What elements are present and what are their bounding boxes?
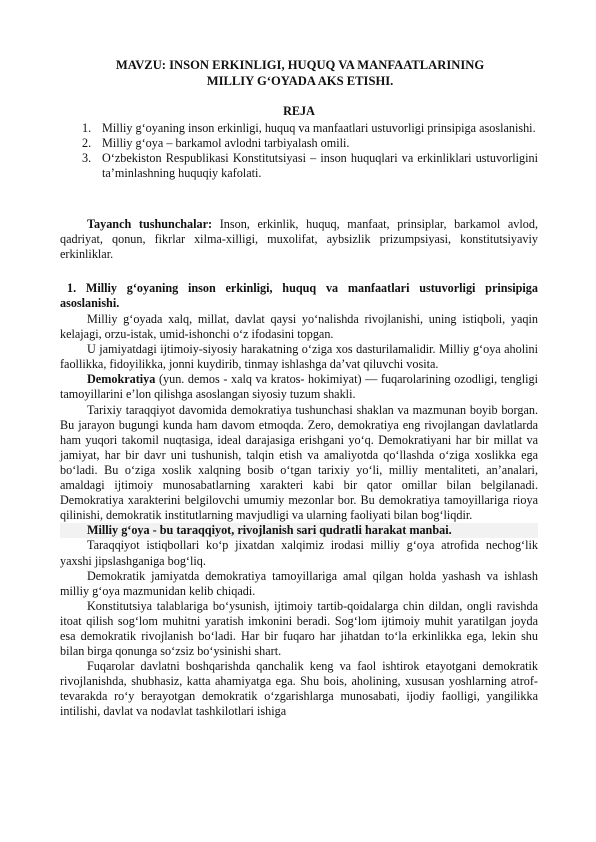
plan-item-text: O‘zbekiston Respublikasi Konstitutsiyasi – inson huquqlari va erkinliklari ustuvorligini ta’minlashning huquqiy kafolati.	[102, 151, 538, 181]
plan-item	[82, 151, 538, 181]
plan-item-text: Milliy g‘oya – barkamol avlodni tarbiyalash omili.	[102, 136, 350, 151]
key-concepts-label: Tayanch tushunchalar:	[87, 217, 213, 231]
document-title	[60, 58, 540, 89]
paragraph: Demokratik jamiyatda demokratiya tamoyillariga amal qilgan holda yashash va ishlash milliy g‘oya mazmunidan kelib chiqadi.	[60, 568, 538, 598]
bold-statement: Milliy g‘oya - bu taraqqiyot, rivojlanish sari qudratli harakat manbai.	[60, 523, 538, 538]
key-concepts-paragraph	[60, 217, 538, 262]
section-1-heading-text: 1. Milliy g‘oyaning inson erkinligi, huquq va manfaatlari ustuvorligi prinsipiga asoslanishi.	[60, 281, 538, 311]
plan-item	[82, 121, 538, 136]
paragraph: Milliy g‘oyada xalq, millat, davlat qaysi yo‘nalishda rivojlanishi, uning istiqboli, yaqin kelajagi, orzu-istak, umid-ishonchi o‘z ifodasini topgan.	[60, 312, 538, 342]
key-concepts-text: Inson, erkinlik, huquq, manfaat, prinsiplar, barkamol avlod, qadriyat, qonun, fikrlar xilma-xilligi, muxolifat, aybsizlik prizumpsiyasi, konstitutsiyaviy erkinliklar.	[60, 217, 538, 262]
paragraph: Tarixiy taraqqiyot davomida demokratiya tushunchasi shaklan va mazmunan boyib borgan. Bu jarayon bugungi kunda ham davom etmoqda. Zero, demokratiya eng rivojlangan davlatlarda ham yuqori takomil nuqtasiga, ideal darajasiga erishgani yo‘q. Demokratiyani har bir millat va jamiyat, har bir davr uni tushunish, talqin etish va amaliyotda qo‘llashda o‘ziga xoslikka ega bo‘ladi. Bu o‘ziga xoslik xalqning bosib o‘tgan tarixiy yo‘li, milliy mentaliteti, an’analari, amaldagi ijtimoiy munosabatlarning xarakteri kabi bir qator omillar bilan belgilanadi. Demokratiya xarakterini belgilovchi umumiy mezonlar bor. Bu demokratiya tamoyillariga rioya qilinishi, demokratik institutlarning mavjudligi va ularning faoliyati bilan bog‘liqdir.	[60, 402, 538, 523]
plan-item	[82, 136, 538, 151]
section-1-heading	[60, 281, 538, 311]
paragraph: Konstitutsiya talablariga bo‘ysunish, ijtimoiy tartib-qoidalarga chin dildan, ongli ravishda itoat qilish sog‘lom muhitni yaratish imkonini beradi. Sog‘lom ijtimoiy muhit yaratilgan joyda esa demokratik rivojlanish bo‘ladi. Har bir fuqaro har jihatdan to‘la erkinlikka ega, lekin shu bilan birga qonunga so‘zsiz bo‘ysinishi shart.	[60, 598, 538, 659]
section-1-body	[60, 312, 538, 720]
term-definition: (yun. demos - xalq va kratos- hokimiyat) — fuqarolarining ozodligi, tengligi tamoyillarini e’lon qilishga asoslangan siyosiy tuzum shakli.	[60, 372, 538, 402]
plan-heading: REJA	[283, 104, 315, 118]
paragraph: U jamiyatdagi ijtimoiy-siyosiy harakatning o‘ziga xos dasturilamalidir. Milliy g‘oya aholini faollikka, fidoyilikka, jonni kuydirib, tinmay ishlashga da’vat qiluvchi vosita.	[60, 342, 538, 372]
title-line-2: MILLIY G‘OYADA AKS ETISHI.	[206, 73, 394, 88]
term-demokratiya: Demokratiya	[87, 372, 156, 387]
plan-item-text: Milliy g‘oyaning inson erkinligi, huquq va manfaatlari ustuvorligi prinsipiga asoslanishi.	[102, 121, 536, 135]
paragraph: Taraqqiyot istiqbollari ko‘p jixatdan xalqimiz irodasi milliy g‘oya atrofida nechog‘lik yaxshi jipslashganiga bog‘liq.	[60, 538, 538, 568]
plan-list	[82, 121, 538, 181]
paragraph	[60, 372, 538, 402]
plan-item-number: 2.	[82, 136, 92, 151]
plan-item-number: 1.	[82, 121, 92, 135]
paragraph: Fuqarolar davlatni boshqarishda qanchalik keng va faol ishtirok etayotgani demokratik rivojlanishda, shubhasiz, katta ahamiyatga ega. Shu bois, aholining, xususan yoshlarning atrof-tevarakda ro‘y berayotgan demokratik o‘zgarishlarga munosabati, ijodiy faolligi, yangilikka intilishi, davlat va nodavlat tashkilotlari ishiga	[60, 659, 538, 719]
title-line-1: MAVZU: INSON ERKINLIGI, HUQUQ VA MANFAATLARINING	[115, 58, 485, 72]
plan-item-number: 3.	[82, 151, 92, 166]
